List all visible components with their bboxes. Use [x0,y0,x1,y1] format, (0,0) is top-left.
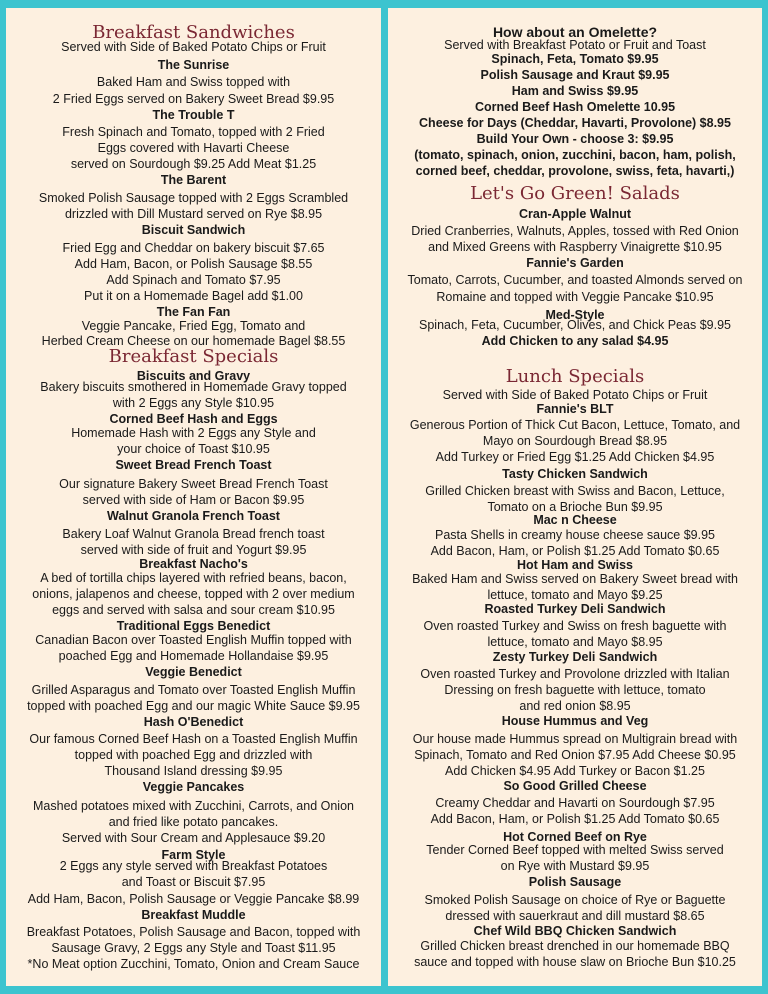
menu-item-description: Add Chicken $4.95 Add Turkey or Bacon $1.25 [445,764,705,778]
omelette-item: Cheese for Days (Cheddar, Havarti, Provolone) $8.95 [419,116,731,130]
menu-item-description: Mashed potatoes mixed with Zucchini, Carrots, and Onion [33,799,354,813]
menu-item-name: Med-Style [545,308,605,322]
menu-item-description: Smoked Polish Sausage on choice of Rye or Baguette [424,893,726,907]
menu-item-description: Herbed Cream Cheese on our homemade Bagel $8.55 [41,334,346,348]
menu-item-description: Grilled Asparagus and Tomato over Toasted English Muffin [31,683,356,697]
omelette-item: Spinach, Feta, Tomato $9.95 [491,52,659,66]
menu-item-description: your choice of Toast $10.95 [117,442,270,456]
omelette-subtitle: Served with Breakfast Potato or Fruit and Toast [444,38,706,52]
menu-item-name: Walnut Granola French Toast [107,509,280,523]
menu-item-description: Our house made Hummus spread on Multigrain bread with [412,732,738,746]
salad-add-on: Add Chicken to any salad $4.95 [481,334,669,348]
menu-item-name: Farm Style [161,848,226,862]
salads-heading: Let's Go Green! Salads [470,183,680,204]
menu-item-description: Our famous Corned Beef Hash on a Toasted English Muffin [29,732,358,746]
menu-item-name: Zesty Turkey Deli Sandwich [492,650,658,664]
menu-item-description: Veggie Pancake, Fried Egg, Tomato and [81,319,306,333]
menu-item-description: Baked Ham and Swiss topped with [96,75,291,89]
menu-item-name: Veggie Benedict [145,665,242,679]
menu-item-description: Add Spinach and Tomato $7.95 [106,273,281,287]
menu-item-name: Breakfast Nacho's [139,557,248,571]
menu-item-name: Fannie's Garden [526,256,624,270]
menu-item-name: The Barent [160,173,227,187]
menu-item-name: Chef Wild BBQ Chicken Sandwich [473,924,677,938]
menu-item-description: lettuce, tomato and Mayo $9.25 [487,588,663,602]
menu-item-description: and Toast or Biscuit $7.95 [121,875,266,889]
omelette-item: Build Your Own - choose 3: $9.95 [476,132,674,146]
menu-item-description: Bakery Loaf Walnut Granola Bread french toast [62,527,325,541]
breakfast-specials-heading: Breakfast Specials [108,346,279,367]
menu-item-description: Eggs covered with Havarti Cheese [97,141,290,155]
menu-item-name: Traditional Eggs Benedict [116,619,271,633]
menu-item-description: Generous Portion of Thick Cut Bacon, Lettuce, Tomato, and [409,418,741,432]
menu-item-description: Baked Ham and Swiss served on Bakery Sweet bread with [412,572,738,586]
menu-item-description: Dried Cranberries, Walnuts, Apples, tossed with Red Onion [411,224,739,238]
menu-item-description: with 2 Eggs any Style $10.95 [112,396,275,410]
menu-item-description: lettuce, tomato and Mayo $8.95 [487,635,663,649]
left-menu-panel [6,8,381,986]
menu-item-description: Add Bacon, Ham, or Polish $1.25 Add Tomato $0.65 [430,812,720,826]
menu-item-description: Add Bacon, Ham, or Polish $1.25 Add Tomato $0.65 [430,544,720,558]
menu-item-description: Grilled Chicken breast with Swiss and Bacon, Lettuce, [425,484,725,498]
menu-item-description: 2 Fried Eggs served on Bakery Sweet Bread $9.95 [52,92,335,106]
menu-item-description: drizzled with Dill Mustard served on Rye $8.95 [64,207,323,221]
right-menu-panel [388,8,762,986]
menu-item-description: and Mixed Greens with Raspberry Vinaigrette $10.95 [428,240,722,254]
menu-item-name: Roasted Turkey Deli Sandwich [484,602,666,616]
menu-item-description: Fresh Spinach and Tomato, topped with 2 Fried [62,125,325,139]
menu-item-description: dressed with sauerkraut and dill mustard $8.65 [445,909,705,923]
menu-item-description: on Rye with Mustard $9.95 [500,859,650,873]
menu-item-description: A bed of tortilla chips layered with refried beans, bacon, [40,571,347,585]
menu-item-description: Add Turkey or Fried Egg $1.25 Add Chicken $4.95 [435,450,715,464]
menu-item-description: Grilled Chicken breast drenched in our homemade BBQ [420,939,730,953]
menu-item-description: Mayo on Sourdough Bread $8.95 [482,434,668,448]
menu-item-description: Add Ham, Bacon, Polish Sausage or Veggie Pancake $8.99 [27,892,360,906]
menu-item-description: Oven roasted Turkey and Swiss on fresh baguette with [423,619,727,633]
menu-item-description: Put it on a Homemade Bagel add $1.00 [84,289,303,303]
menu-item-name: Sweet Bread French Toast [115,458,272,472]
menu-item-description: eggs and served with salsa and sour cream $10.95 [52,603,335,617]
omelette-item: Ham and Swiss $9.95 [511,84,639,98]
menu-item-description: Romaine and topped with Veggie Pancake $10.95 [436,290,714,304]
menu-item-name: Cran-Apple Walnut [518,207,632,221]
menu-item-name: The Trouble T [152,108,235,122]
menu-item-description: served on Sourdough $9.25 Add Meat $1.25 [70,157,317,171]
breakfast-sandwiches-heading: Breakfast Sandwiches [92,22,295,43]
menu-item-description: Spinach, Tomato and Red Onion $7.95 Add Cheese $0.95 [414,748,736,762]
menu-item-description: Canadian Bacon over Toasted English Muffin topped with [35,633,352,647]
menu-item-name: Corned Beef Hash and Eggs [109,412,278,426]
omelette-heading: How about an Omelette? [492,24,658,40]
menu-item-description: Fried Egg and Cheddar on bakery biscuit $7.65 [62,241,325,255]
menu-item-name: Veggie Pancakes [142,780,245,794]
menu-item-description: Oven roasted Turkey and Provolone drizzled with Italian [420,667,730,681]
menu-item-description: Tomato on a Brioche Bun $9.95 [487,500,663,514]
menu-item-name: Fannie's BLT [536,402,614,416]
menu-item-description: Our signature Bakery Sweet Bread French Toast [59,477,328,491]
menu-item-name: Biscuits and Gravy [136,369,251,383]
menu-item-description: sauce and topped with house slaw on Brioche Bun $10.25 [414,955,736,969]
menu-item-description: Creamy Cheddar and Havarti on Sourdough $7.95 [435,796,715,810]
menu-item-description: 2 Eggs any style served with Breakfast Potatoes [59,859,328,873]
menu-item-description: Served with Sour Cream and Applesauce $9.20 [61,831,326,845]
menu-item-name: So Good Grilled Cheese [503,779,647,793]
menu-item-name: Tasty Chicken Sandwich [502,467,648,481]
menu-item-description: poached Egg and Homemade Hollandaise $9.95 [58,649,329,663]
menu-item-name: The Fan Fan [156,305,231,319]
menu-item-description: topped with poached Egg and drizzled with [74,748,313,762]
menu-item-description: *No Meat option Zucchini, Tomato, Onion and Cream Sauce [27,957,360,971]
menu-item-description: Add Ham, Bacon, or Polish Sausage $8.55 [74,257,313,271]
omelette-item: Polish Sausage and Kraut $9.95 [480,68,670,82]
menu-item-name: House Hummus and Veg [501,714,649,728]
menu-item-description: served with side of Ham or Bacon $9.95 [82,493,305,507]
menu-item-name: Mac n Cheese [533,513,617,527]
menu-item-description: topped with poached Egg and our magic White Sauce $9.95 [27,699,360,713]
menu-item-name: Hot Ham and Swiss [517,558,633,572]
menu-item-name: Polish Sausage [528,875,622,889]
menu-item-description: served with side of fruit and Yogurt $9.95 [80,543,307,557]
omelette-item: (tomato, spinach, onion, zucchini, bacon, ham, polish, [414,148,736,162]
sandwiches-subtitle: Served with Side of Baked Potato Chips or Fruit [61,40,326,54]
menu-item-name: Hash O'Benedict [143,715,244,729]
menu-item-description: Breakfast Potatoes, Polish Sausage and Bacon, topped with [26,925,361,939]
menu-item-description: Homemade Hash with 2 Eggs any Style and [71,426,316,440]
menu-item-name: Biscuit Sandwich [141,223,246,237]
menu-item-description: Spinach, Feta, Cucumber, Olives, and Chick Peas $9.95 [419,318,731,332]
menu-item-description: Thousand Island dressing $9.95 [104,764,283,778]
menu-item-description: Tender Corned Beef topped with melted Swiss served [426,843,724,857]
menu-item-name: Breakfast Muddle [141,908,246,922]
lunch-specials-heading: Lunch Specials [505,366,645,387]
menu-item-name: Hot Corned Beef on Rye [503,830,647,844]
menu-item-description: Bakery biscuits smothered in Homemade Gravy topped [40,380,347,394]
menu-item-description: Dressing on fresh baguette with lettuce, tomato [444,683,706,697]
menu-item-name: The Sunrise [157,58,230,72]
menu-item-description: onions, jalapenos and cheese, topped with 2 over medium [32,587,355,601]
menu-item-description: Sausage Gravy, 2 Eggs any Style and Toast $11.95 [51,941,336,955]
menu-item-description: Pasta Shells in creamy house cheese sauce $9.95 [434,528,716,542]
menu-item-description: Tomato, Carrots, Cucumber, and toasted Almonds served on [407,273,743,287]
omelette-item: corned beef, cheddar, provolone, swiss, feta, havarti,) [415,164,735,178]
lunch-subtitle: Served with Side of Baked Potato Chips or Fruit [442,388,708,402]
omelette-item: Corned Beef Hash Omelette 10.95 [474,100,676,114]
menu-item-description: Smoked Polish Sausage topped with 2 Eggs Scrambled [38,191,349,205]
menu-item-description: and red onion $8.95 [519,699,631,713]
menu-item-description: and fried like potato pancakes. [108,815,279,829]
